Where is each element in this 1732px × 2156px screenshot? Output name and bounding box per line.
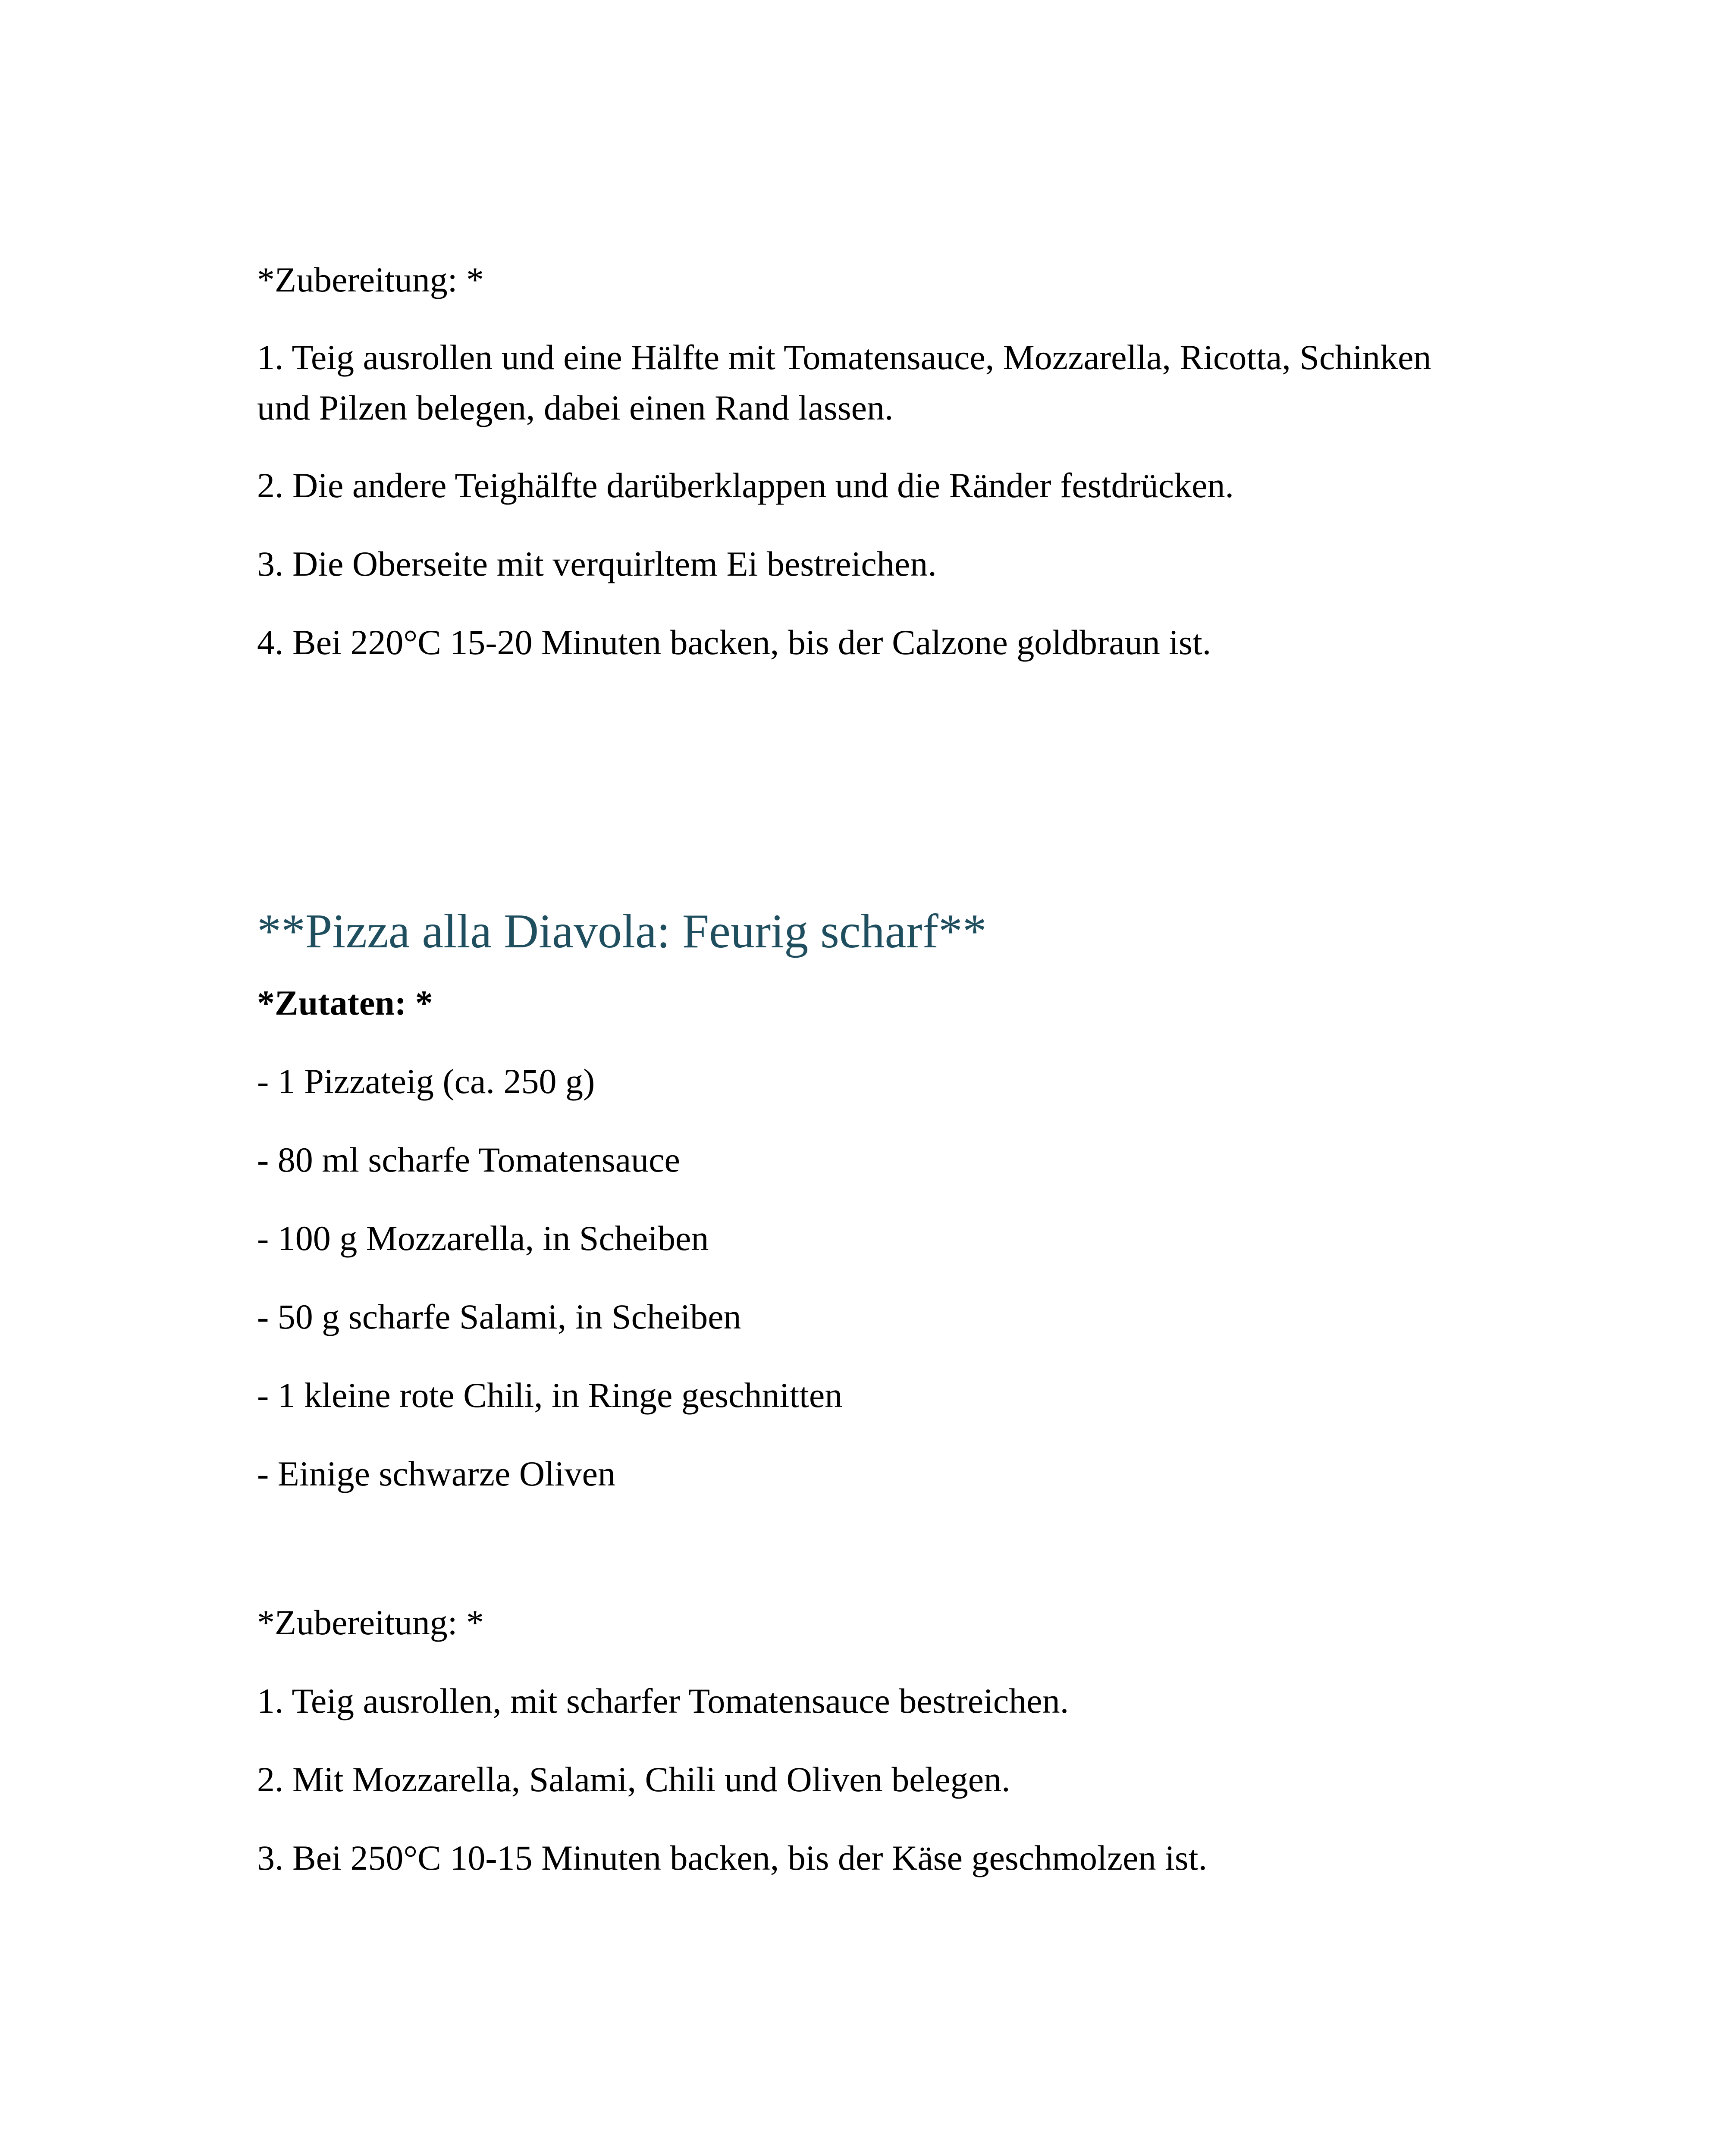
- calzone-step-1: 1. Teig ausrollen und eine Hälfte mit Tomatensauce, Mozzarella, Ricotta, Schinken und Pilzen belegen, dabei einen Rand lassen.: [257, 338, 1431, 427]
- ingredient-item-1: - 1 Pizzateig (ca. 250 g): [257, 1062, 595, 1101]
- diavola-step-3: 3. Bei 250°C 10-15 Minuten backen, bis der Käse geschmolzen ist.: [257, 1838, 1208, 1877]
- diavola-step-1: 1. Teig ausrollen, mit scharfer Tomatensauce bestreichen.: [257, 1681, 1069, 1720]
- ingredients-label: *Zutaten: *: [257, 983, 433, 1022]
- calzone-step-3: 3. Die Oberseite mit verquirltem Ei bestreichen.: [257, 544, 937, 583]
- calzone-step-4: 4. Bei 220°C 15-20 Minuten backen, bis der Calzone goldbraun ist.: [257, 623, 1211, 662]
- ingredient-item-2: - 80 ml scharfe Tomatensauce: [257, 1140, 680, 1179]
- diavola-step-2: 2. Mit Mozzarella, Salami, Chili und Oliven belegen.: [257, 1760, 1010, 1799]
- recipe-title-diavola: **Pizza alla Diavola: Feurig scharf**: [257, 905, 987, 958]
- ingredient-item-5: - 1 kleine rote Chili, in Ringe geschnitten: [257, 1376, 843, 1415]
- ingredient-item-6: - Einige schwarze Oliven: [257, 1454, 616, 1493]
- ingredient-item-4: - 50 g scharfe Salami, in Scheiben: [257, 1297, 741, 1336]
- prep-label-diavola: *Zubereitung: *: [257, 1603, 484, 1642]
- prep-label-calzone: *Zubereitung: *: [257, 260, 484, 299]
- calzone-step-2: 2. Die andere Teighälfte darüberklappen und die Ränder festdrücken.: [257, 466, 1234, 505]
- ingredient-item-3: - 100 g Mozzarella, in Scheiben: [257, 1219, 709, 1258]
